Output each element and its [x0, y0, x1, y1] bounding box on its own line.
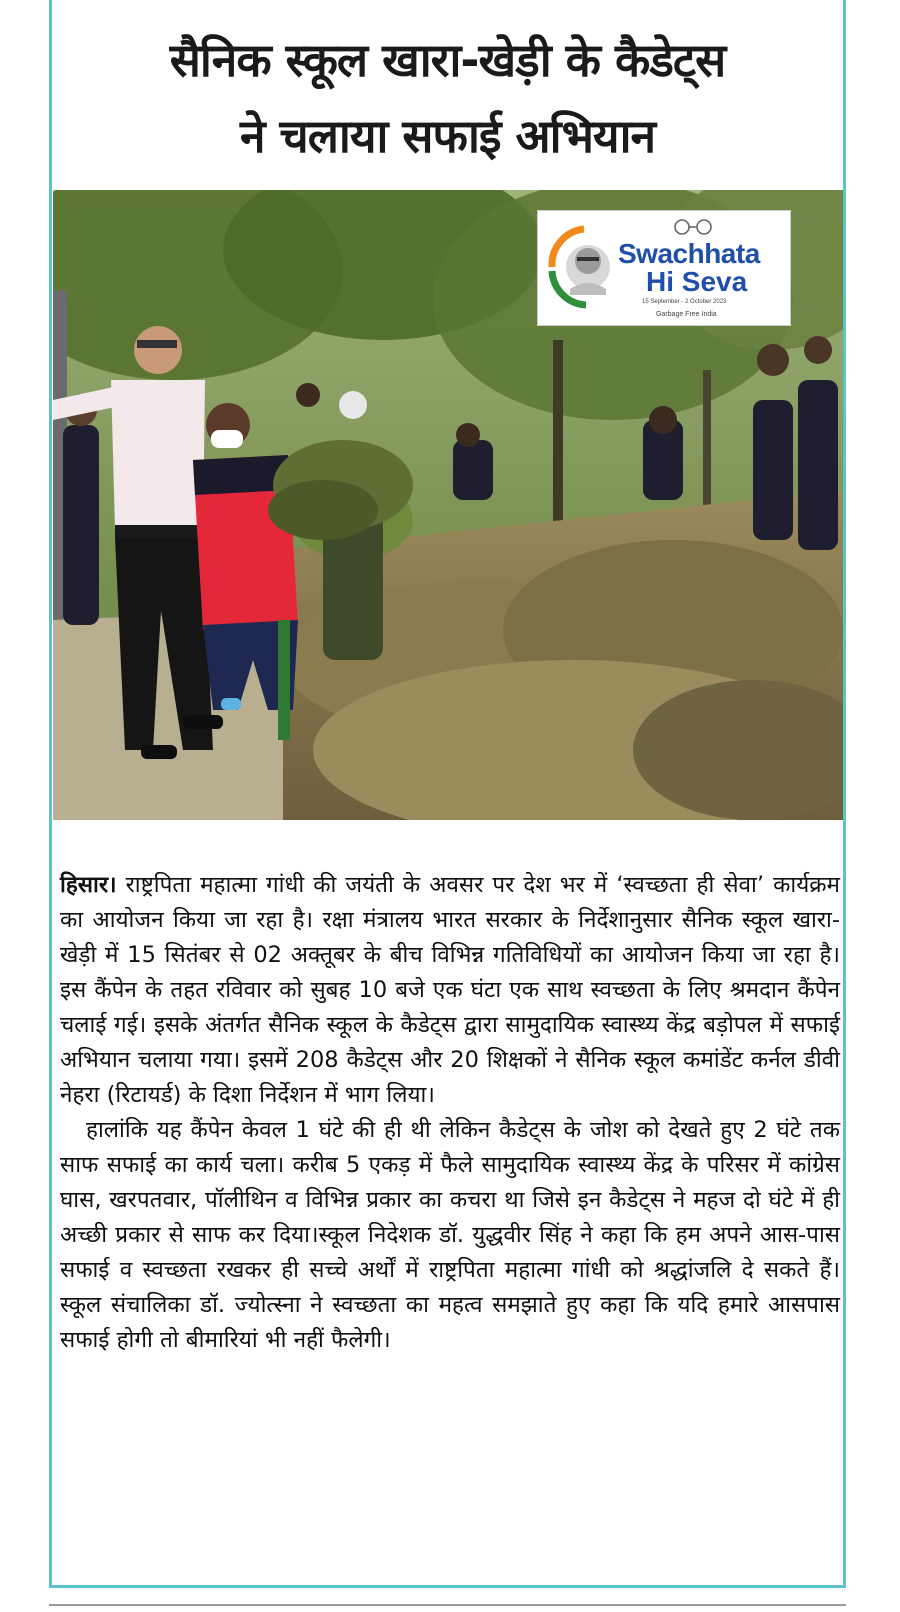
dateline: हिसार।: [60, 872, 117, 898]
article-paragraph-2: हालांकि यह कैंपेन केवल 1 घंटे की ही थी लेकिन कैडेट्स के जोश को देखते हुए 2 घंटे तक साफ सफाई का कार्य चला। करीब 5 एकड़ में फैले सामुदायिक स्वास्थ्य केंद्र के परिसर में कांग्रेस घास, खरपतवार, पॉलीथिन व विभिन्न प्रकार का कचरा था जिसे इन कैडेट्स ने महज दो घंटे में ही अच्छी प्रकार से साफ कर दिया।स्कूल निदेशक डॉ. युद्धवीर सिंह ने कहा कि हम अपने आस-पास सफाई व स्वच्छता रखकर ही सच्चे अर्थों में राष्ट्रपिता महात्मा गांधी को श्रद्धांजलि दे सकते हैं। स्कूल संचालिका डॉ. ज्योत्स्ना ने स्वच्छता का महत्व समझाते हुए कहा कि यदि हमारे आसपास सफाई होगी तो बीमारियां भी नहीं फैलेगी।: [60, 1117, 840, 1353]
article-body: [60, 868, 840, 1358]
headline-line-1: सैनिक स्कूल खारा-खेड़ी के कैडेट्स: [169, 33, 726, 87]
bottom-divider: [49, 1604, 846, 1606]
swachhata-hi-seva-logo: [537, 210, 791, 326]
logo-text-swachhata: Swachhata: [618, 238, 760, 269]
headline: [52, 22, 843, 174]
news-photo: [53, 190, 843, 820]
logo-text-hi-seva: Hi Seva: [646, 266, 748, 297]
spectacles-icon: [668, 217, 720, 235]
article-paragraph-1: [60, 868, 840, 1113]
paragraph-1-text: राष्ट्रपिता महात्मा गांधी की जयंती के अवसर पर देश भर में ‘स्वच्छता ही सेवा’ कार्यक्रम का आयोजन किया जा रहा है। रक्षा मंत्रालय भारत सरकार के निर्देशानुसार सैनिक स्कूल खारा-खेड़ी में 15 सितंबर से 02 अक्तूबर के बीच विभिन्न गतिविधियों का आयोजन किया जा रहा है। इस कैंपेन के तहत रविवार को सुबह 10 बजे एक घंटा एक साथ स्वच्छता के लिए श्रमदान कैंपेन चलाई गई। इसके अंतर्गत सैनिक स्कूल के कैडेट्स द्वारा सामुदायिक स्वास्थ्य केंद्र बड़ोपल में सफाई अभियान चलाया गया। इसमें 208 कैडेट्स और 20 शिक्षकों ने सैनिक स्कूल कमांडेंट कर्नल डीवी नेहरा (रिटायर्ड) के दिशा निर्देशन में भाग लिया।: [60, 872, 840, 1108]
headline-line-2: ने चलाया सफाई अभियान: [239, 109, 656, 163]
logo-dates: 15 September - 2 October 2023: [642, 299, 727, 305]
logo-tagline: Garbage Free India: [656, 311, 717, 318]
gandhi-portrait-icon: [544, 221, 622, 311]
